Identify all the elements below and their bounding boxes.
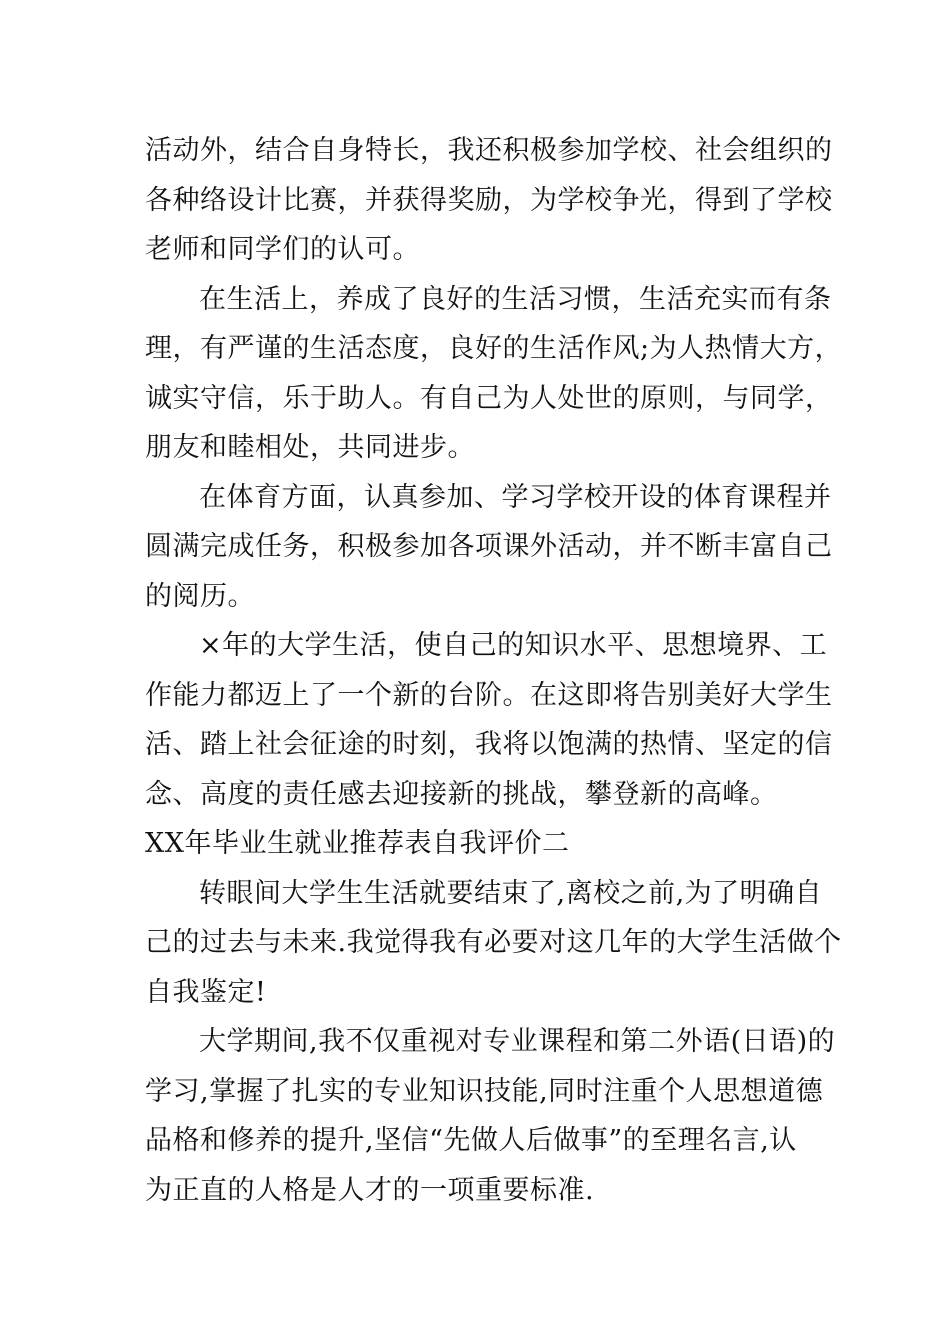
paragraph-line: 作能力都迈上了一个新的台阶。在这即将告别美好大学生 <box>145 679 833 711</box>
paragraph-line: 老师和同学们的认可。 <box>145 234 420 265</box>
paragraph-line: 活、踏上社会征途的时刻，我将以饱满的热情、坚定的信 <box>145 729 833 760</box>
paragraph-line: 圆满完成任务，积极参加各项课外活动，并不断丰富自己 <box>145 531 833 562</box>
paragraph-line: 活动外，结合自身特长，我还积极参加学校、社会组织的 <box>145 135 833 166</box>
paragraph-line: ×年的大学生活，使自己的知识水平、思想境界、工 <box>199 630 828 661</box>
paragraph-line: 为正直的人格是人才的一项重要标准. <box>145 1174 595 1206</box>
paragraph-line: 的阅历。 <box>145 580 255 612</box>
paragraph-line: 己的过去与未来.我觉得我有必要对这几年的大学生活做个 <box>145 927 842 958</box>
paragraph-line: 转眼间大学生生活就要结束了,离校之前,为了明确自 <box>199 877 823 909</box>
section-heading: XX年毕业生就业推荐表自我评价二 <box>145 828 570 859</box>
paragraph-line: 理，有严谨的生活态度，良好的生活作风;为人热情大方， <box>145 333 843 364</box>
document-body <box>145 126 843 1215</box>
paragraph-line: 在体育方面，认真参加、学习学校开设的体育课程并 <box>199 481 832 513</box>
paragraph-line: 在生活上，养成了良好的生活习惯，生活充实而有条 <box>199 283 832 315</box>
paragraph-line: 朋友和睦相处，共同进步。 <box>145 432 475 463</box>
paragraph-line: 自我鉴定! <box>145 976 267 1008</box>
paragraph-line: 诚实守信，乐于助人。有自己为人处世的原则，与同学， <box>145 382 833 414</box>
paragraph-line: 念、高度的责任感去迎接新的挑战，攀登新的高峰。 <box>145 778 778 810</box>
paragraph-line: 各种络设计比赛，并获得奖励，为学校争光，得到了学校 <box>145 184 833 216</box>
paragraph-line: 大学期间,我不仅重视对专业课程和第二外语(日语)的 <box>199 1026 836 1057</box>
paragraph-line: 品格和修养的提升,坚信“先做人后做事”的至理名言,认 <box>145 1125 797 1156</box>
paragraph-line: 学习,掌握了扎实的专业知识技能,同时注重个人思想道德 <box>145 1075 824 1107</box>
